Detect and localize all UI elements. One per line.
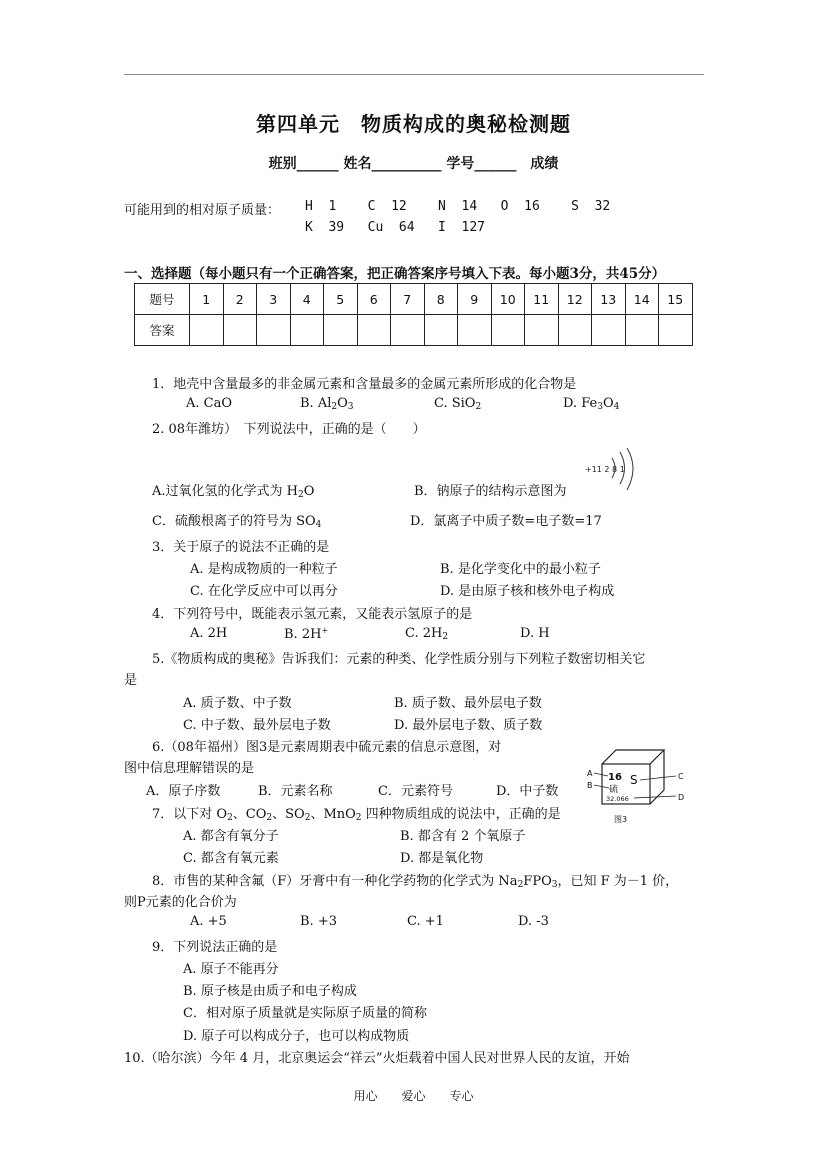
label-d: D: [678, 793, 685, 802]
element-symbol: S: [630, 773, 638, 787]
answer-cell[interactable]: [257, 315, 291, 346]
q1-option-a: A. CaO: [186, 396, 233, 411]
table-number-cell: 6: [357, 284, 391, 315]
page-title: 第四单元 物质构成的奥秘检测题: [256, 112, 571, 136]
q6-option-a: A．原子序数: [146, 784, 221, 799]
mass-line-2: K 39 Cu 64 I 127: [305, 220, 486, 235]
table-number-cell: 11: [525, 284, 559, 315]
q4-option-d: D. H: [520, 626, 550, 641]
q8-stem: 8．市售的某种含氟（F）牙膏中有一种化学药物的化学式为 $Na_2FPO_3$，已知 F 为－1 价，: [152, 874, 679, 890]
table-number-cell: 1: [190, 284, 224, 315]
q1-option-d: D. $Fe_3O_4$: [563, 396, 620, 412]
q1-stem: 1．地壳中含量最多的非金属元素和含量最多的金属元素所形成的化合物是: [152, 377, 577, 392]
table-number-cell: 13: [592, 284, 626, 315]
table-number-cell: 9: [458, 284, 492, 315]
q3-stem: 3．关于原子的说法不正确的是: [152, 540, 330, 555]
q7-option-a: A. 都含有氧分子: [183, 829, 279, 844]
answer-cell[interactable]: [424, 315, 458, 346]
element-name: 硫: [609, 785, 619, 795]
q9-stem: 9．下列说法正确的是: [152, 940, 278, 955]
q6-stem-cont: 图中信息理解错误的是: [124, 761, 255, 776]
answer-cell[interactable]: [290, 315, 324, 346]
q5-option-c: C. 中子数、最外层电子数: [183, 718, 331, 733]
q7-option-c: C. 都含有氧元素: [183, 851, 279, 866]
answer-table-answer-row: [135, 315, 693, 346]
q6-option-c: C．元素符号: [378, 784, 453, 799]
q2-option-b: B．钠原子的结构示意图为: [414, 484, 567, 499]
q5-stem: 5.《物质构成的奥秘》告诉我们：元素的种类、化学性质分别与下列粒子数密切相关它: [152, 652, 646, 667]
answer-cell[interactable]: [458, 315, 492, 346]
student-info-line: 班别______ 姓名__________ 学号______ 成绩: [268, 156, 559, 172]
answer-table-number-row: [135, 284, 693, 315]
answer-cell[interactable]: [558, 315, 592, 346]
q10-stem: 10.（哈尔滨）今年 4 月，北京奥运会“祥云”火炬载着中国人民对世界人民的友谊，开始: [124, 1051, 630, 1066]
q5-option-a: A. 质子数、中子数: [183, 696, 292, 711]
q6-stem: 6.（08年福州）图3是元素周期表中硫元素的信息示意图，对: [152, 740, 502, 755]
q1-option-b: B. $Al_2O_3$: [300, 396, 354, 412]
q2-option-c: C．硫酸根离子的符号为 $SO_4$: [152, 514, 322, 530]
label-a: A: [587, 769, 593, 778]
table-head-number: 题号: [135, 284, 190, 315]
header-rule: [124, 74, 704, 75]
q9-option-b: B. 原子核是由质子和电子构成: [183, 984, 357, 999]
table-number-cell: 12: [558, 284, 592, 315]
q2-stem: 2. 08年潍坊） 下列说法中，正确的是（ ）: [152, 422, 426, 437]
section-1-heading: 一、选择题（每小题只有一个正确答案，把正确答案序号填入下表。每小题3分，共45分）: [124, 266, 666, 282]
q8-option-a: A. +5: [190, 914, 227, 929]
table-number-cell: 7: [391, 284, 425, 315]
q8-stem-cont: 则P元素的化合价为: [124, 895, 237, 910]
table-head-answer: 答案: [135, 315, 190, 346]
sulfur-element-figure: [584, 740, 694, 830]
answer-cell[interactable]: [592, 315, 626, 346]
answer-cell[interactable]: [525, 315, 559, 346]
q6-option-b: B．元素名称: [258, 784, 333, 799]
table-number-cell: 4: [290, 284, 324, 315]
element-number: 16: [608, 772, 622, 783]
answer-cell[interactable]: [491, 315, 525, 346]
atom-diagram-label: +11 2 8 1: [585, 465, 625, 474]
q8-option-b: B. +3: [300, 914, 337, 929]
table-number-cell: 5: [324, 284, 358, 315]
q9-option-a: A. 原子不能再分: [183, 962, 279, 977]
q5-option-d: D. 最外层电子数、质子数: [394, 718, 543, 733]
q4-option-a: A. 2H: [190, 626, 228, 641]
q9-option-c: C．相对原子质量就是实际原子质量的简称: [183, 1006, 427, 1021]
q8-option-c: C. +1: [407, 914, 444, 929]
table-number-cell: 10: [491, 284, 525, 315]
label-c: C: [678, 772, 684, 781]
q4-stem: 4．下列符号中，既能表示氢元素，又能表示氢原子的是: [152, 607, 473, 622]
figure-caption: 图3: [614, 815, 628, 824]
q4-option-b: B. 2H+: [284, 626, 329, 642]
table-number-cell: 15: [659, 284, 693, 315]
answer-table: [134, 283, 693, 346]
answer-cell[interactable]: [659, 315, 693, 346]
q3-option-b: B. 是化学变化中的最小粒子: [440, 562, 601, 577]
q1-option-c: C. SiO$_2$: [434, 396, 482, 412]
element-mass: 32.066: [606, 795, 629, 803]
q3-option-d: D. 是由原子核和核外电子构成: [440, 584, 615, 599]
q3-option-a: A. 是构成物质的一种粒子: [190, 562, 338, 577]
mass-line-1: H 1 C 12 N 14 O 16 S 32: [305, 199, 611, 214]
answer-cell[interactable]: [357, 315, 391, 346]
mass-label: 可能用到的相对原子质量：: [124, 203, 281, 218]
page-footer: 用心 爱心 专心: [353, 1089, 474, 1103]
q7-option-d: D. 都是氧化物: [400, 851, 484, 866]
q9-option-d: D. 原子可以构成分子，也可以构成物质: [183, 1029, 410, 1044]
table-number-cell: 2: [223, 284, 257, 315]
q7-stem: 7．以下对 $O_2$、$CO_2$、$SO_2$、MnO$_2$ 四种物质组成的说法中，正确的是: [152, 807, 561, 823]
table-number-cell: 14: [625, 284, 659, 315]
q2-option-d: D．氯离子中质子数=电子数=17: [410, 514, 602, 529]
q3-option-c: C. 在化学反应中可以再分: [190, 584, 338, 599]
table-number-cell: 8: [424, 284, 458, 315]
answer-cell[interactable]: [625, 315, 659, 346]
answer-cell[interactable]: [391, 315, 425, 346]
table-number-cell: 3: [257, 284, 291, 315]
answer-cell[interactable]: [324, 315, 358, 346]
q6-option-d: D．中子数: [496, 784, 559, 799]
q5-option-b: B. 质子数、最外层电子数: [394, 696, 542, 711]
answer-cell[interactable]: [223, 315, 257, 346]
answer-cell[interactable]: [190, 315, 224, 346]
q5-stem-cont: 是: [124, 673, 138, 688]
q4-option-c: C. $2H_2$: [405, 626, 449, 642]
q8-option-d: D. -3: [518, 914, 549, 929]
q2-option-a: A.过氧化氢的化学式为 $H_2O$: [152, 484, 315, 500]
sodium-atom-structure-diagram: [584, 446, 640, 496]
q7-option-b: B. 都含有 2 个氧原子: [400, 829, 526, 844]
label-b: B: [587, 781, 593, 790]
